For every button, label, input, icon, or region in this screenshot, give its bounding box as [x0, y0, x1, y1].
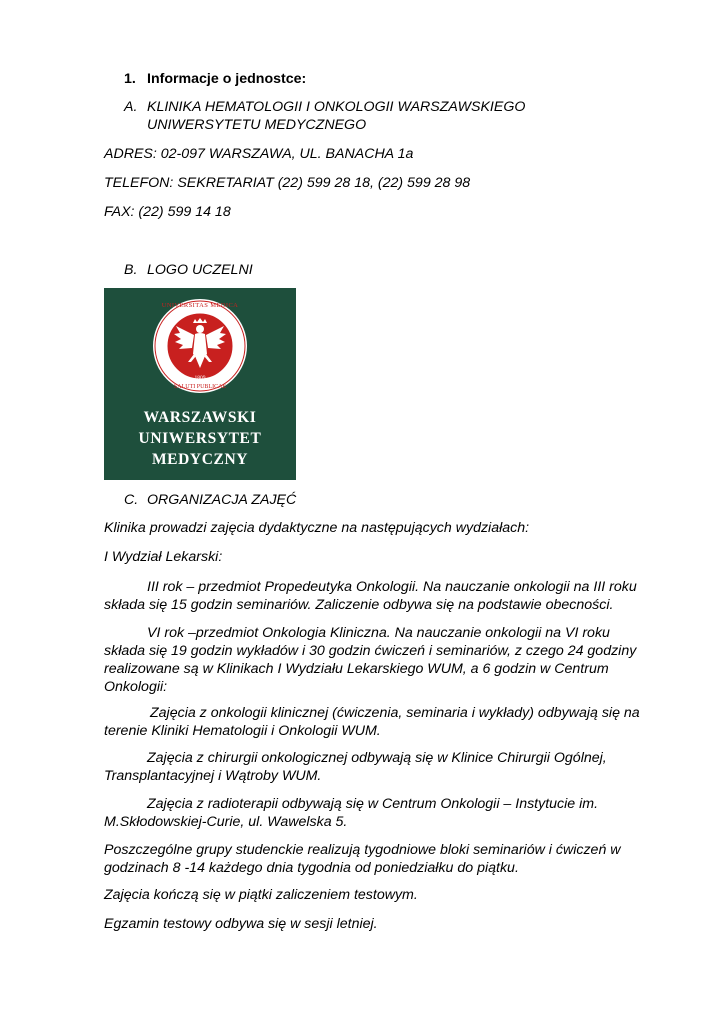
section-b-letter: B. [124, 262, 138, 278]
phone: TELEFON: SEKRETARIAT (22) 599 28 18, (22) 599 28 98 [104, 175, 471, 191]
radiotherapy-line-1: Zajęcia z radioterapii odbywają się w Centrum Onkologii – Instytucie im. [147, 796, 599, 812]
section-1-number: 1. [124, 71, 136, 87]
clinical-oncology-line-1: Zajęcia z onkologii klinicznej (ćwiczenia, seminaria i wykłady) odbywają się na [150, 705, 640, 721]
unit-name-line-2: UNIWERSYTETU MEDYCZNEGO [147, 117, 367, 133]
year6-line-2: składa się 19 godzin wykładów i 30 godzin ćwiczeń i seminariów, z czego 24 godziny [104, 643, 637, 659]
surgery-line-1: Zajęcia z chirurgii onkologicznej odbywają się w Klinice Chirurgii Ogólnej, [147, 750, 607, 766]
surgery-line-2: Transplantacyjnej i Wątroby WUM. [104, 768, 322, 784]
section-b-title: LOGO UCZELNI [147, 262, 253, 278]
seal-bottom-text: SALUTI PUBLICAE [173, 384, 227, 390]
section-1-title: Informacje o jednostce: [147, 71, 307, 87]
year3-line-2: składa się 15 godzin seminariów. Zaliczenie odbywa się na podstawie obecności. [104, 597, 614, 613]
logo-text-line-2: UNIWERSYTET [138, 430, 262, 447]
clinical-oncology-line-2: terenie Kliniki Hematologii i Onkologii WUM. [104, 723, 381, 739]
year6-line-1: VI rok –przedmiot Onkologia Kliniczna. Na nauczanie onkologii na VI roku [147, 625, 610, 641]
section-c-title: ORGANIZACJA ZAJĘĆ [147, 492, 297, 508]
classes-end: Zajęcia kończą się w piątki zaliczeniem testowym. [104, 887, 418, 903]
section-a-letter: A. [124, 99, 138, 115]
section-c-letter: C. [124, 492, 139, 508]
logo-text-line-3: MEDYCZNY [151, 451, 249, 468]
address: ADRES: 02-097 WARSZAWA, UL. BANACHA 1a [104, 146, 414, 162]
groups-line-2: godzinach 8 -14 każdego dnia tygodnia od poniedziałku do piątku. [104, 860, 519, 876]
unit-name-line-1: KLINIKA HEMATOLOGII I ONKOLOGII WARSZAWSKIEGO [147, 99, 526, 115]
seal-year: 1809 [194, 375, 206, 381]
year6-line-3: realizowane są w Klinikach I Wydziału Lekarskiego WUM, a 6 godzin w Centrum [104, 661, 609, 677]
university-logo [104, 288, 296, 480]
svg-text:UNIVERSITAS MEDICA: UNIVERSITAS MEDICA [161, 302, 239, 309]
year3-line-1: III rok – przedmiot Propedeutyka Onkologii. Na nauczanie onkologii na III roku [147, 579, 637, 595]
radiotherapy-line-2: M.Skłodowskiej-Curie, ul. Wawelska 5. [104, 814, 348, 830]
year6-line-4: Onkologii: [104, 679, 168, 695]
groups-line-1: Poszczególne grupy studenckie realizują tygodniowe bloki seminariów i ćwiczeń w [104, 842, 621, 858]
intro-paragraph: Klinika prowadzi zajęcia dydaktyczne na następujących wydziałach: [104, 520, 530, 536]
exam-info: Egzamin testowy odbywa się w sesji letniej. [104, 916, 378, 932]
faculty-heading: I Wydział Lekarski: [104, 549, 223, 565]
logo-text-line-1: WARSZAWSKI [143, 409, 257, 426]
fax: FAX: (22) 599 14 18 [104, 204, 231, 220]
